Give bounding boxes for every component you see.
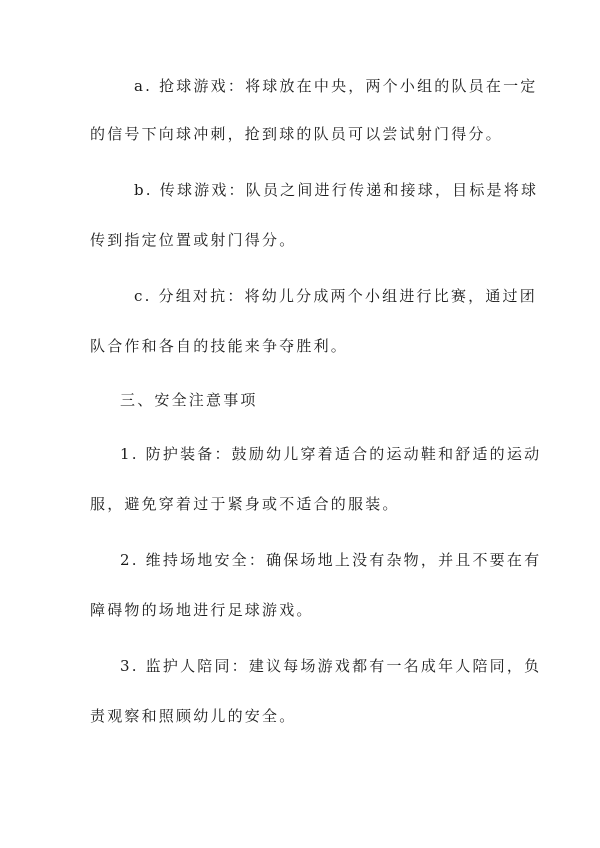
paragraph-c-line-2: 队合作和各自的技能来争夺胜利。 [90, 337, 349, 355]
paragraph-a-line-2: 的信号下向球冲刺，抢到球的队员可以尝试射门得分。 [90, 125, 503, 143]
paragraph-a-line-1: a. 抢球游戏：将球放在中央，两个小组的队员在一定 [134, 77, 538, 95]
paragraph-3-line-1: 3. 监护人陪同：建议每场游戏都有一名成年人陪同，负 [120, 657, 542, 675]
paragraph-b-line-1: b. 传球游戏：队员之间进行传递和接球，目标是将球 [134, 181, 539, 199]
paragraph-2-line-2: 障碍物的场地进行足球游戏。 [90, 601, 314, 619]
paragraph-c-line-1: c. 分组对抗：将幼儿分成两个小组进行比赛，通过团 [134, 287, 537, 305]
paragraph-2-line-1: 2. 维持场地安全：确保场地上没有杂物，并且不要在有 [120, 551, 542, 569]
paragraph-1-line-2: 服，避免穿着过于紧身或不适合的服装。 [90, 495, 400, 513]
paragraph-b-line-2: 传到指定位置或射门得分。 [90, 231, 297, 249]
section-heading-safety: 三、安全注意事项 [120, 391, 258, 409]
paragraph-1-line-1: 1. 防护装备：鼓励幼儿穿着适合的运动鞋和舒适的运动 [120, 445, 542, 463]
paragraph-3-line-2: 责观察和照顾幼儿的安全。 [90, 707, 297, 725]
